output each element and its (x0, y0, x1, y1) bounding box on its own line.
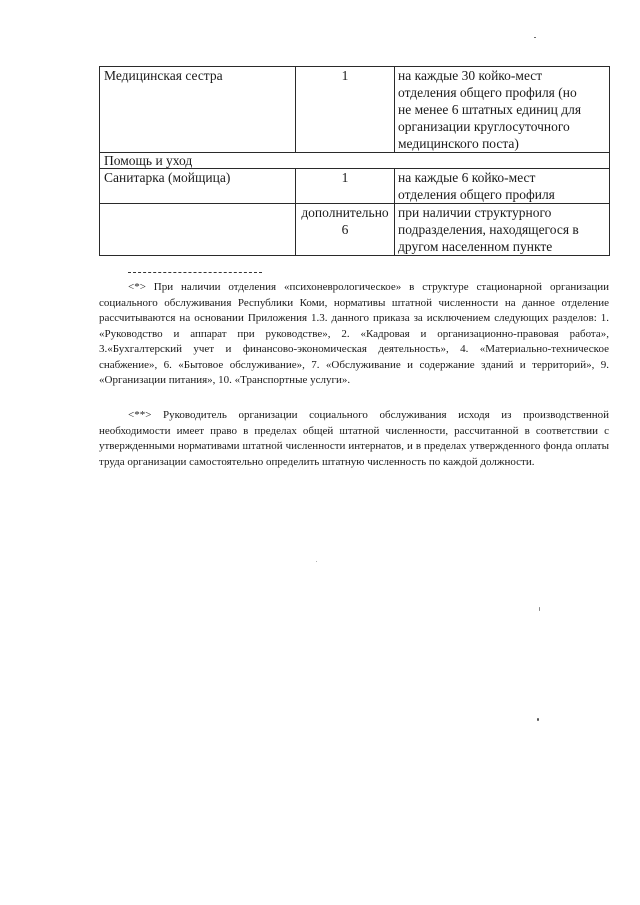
position-cell: Санитарка (мойщица) (100, 169, 296, 204)
scan-speck (316, 561, 317, 562)
count-cell: дополнительно 6 (296, 204, 395, 256)
footnote-1: <*> При наличии отделения «психоневрологическое» в структуре стационарной организации социального обслуживания Республики Коми, нормативы штатной численности на данное отделение рассчитываются на основании Приложения 1.3. данного приказа за исключением следующих разделов: 1. «Руководство и аппарат при руководстве», 2. «Кадровая и организационно-правовая работа», 3.«Бухгалтерский учет и финансово-экономическая деятельность», 4. «Материально-техническое снабжение», 6. «Бытовое обслуживание», 7. «Обслуживание и содержание зданий и территорий», 9. «Организации питания», 10. «Транспортные услуги». (99, 281, 609, 386)
table-row (100, 67, 610, 153)
table-section-row (100, 153, 610, 169)
scan-speck (534, 37, 536, 38)
norm-cell: на каждые 30 койко-мест отделения общего профиля (но не менее 6 штатных единиц для организации круглосуточного медицинского поста) (395, 67, 610, 153)
scan-speck (539, 607, 540, 611)
count-cell: 1 (296, 67, 395, 153)
position-cell (100, 204, 296, 256)
norm-cell: на каждые 6 койко-мест отделения общего профиля (395, 169, 610, 204)
staffing-table (99, 66, 610, 256)
table-row (100, 169, 610, 204)
table-row (100, 204, 610, 256)
count-cell: 1 (296, 169, 395, 204)
footnote-separator (128, 272, 262, 273)
scan-speck (537, 718, 539, 721)
position-cell: Медицинская сестра (100, 67, 296, 153)
norm-cell: при наличии структурного подразделения, находящегося в другом населенном пункте (395, 204, 610, 256)
footnote-2: <**> Руководитель организации социального обслуживания исходя из производственной необходимости имеет право в пределах общей штатной численности, рассчитанной в соответствии с утвержденными нормативами штатной численности интернатов, и в пределах утвержденного фонда оплаты труда организации самостоятельно определить штатную численность по каждой должности. (99, 409, 609, 468)
section-heading: Помощь и уход (100, 153, 610, 169)
